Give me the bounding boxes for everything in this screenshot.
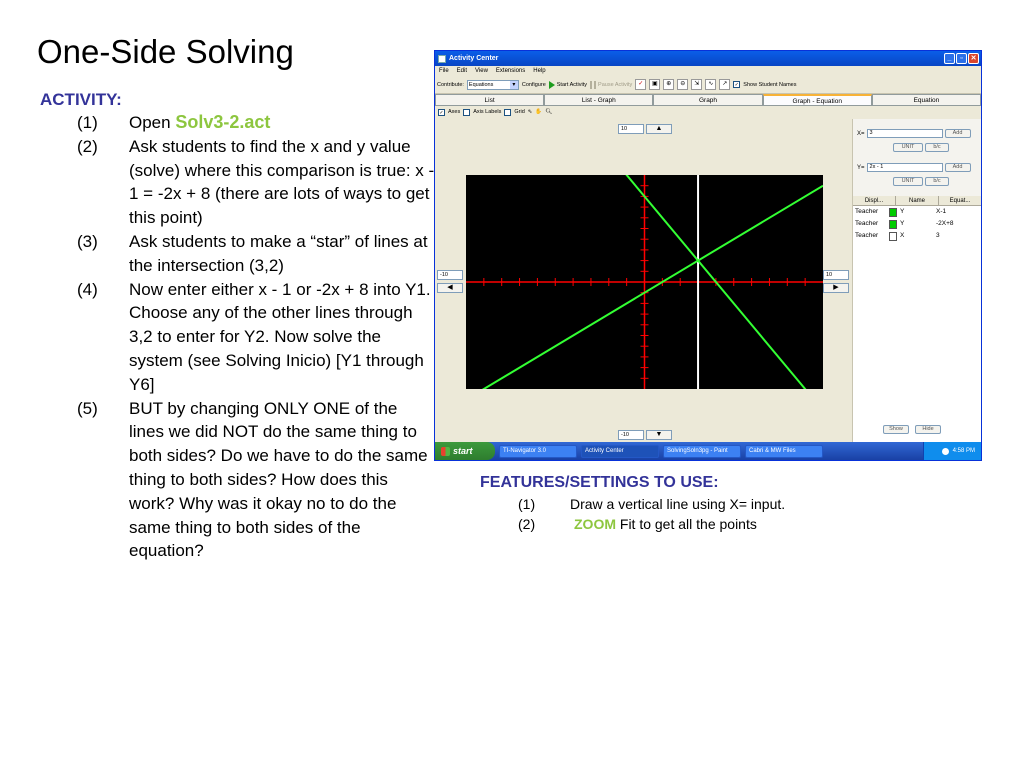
windows-flag-icon [441,447,450,456]
minimize-button[interactable]: _ [944,53,955,64]
activity-center-window [434,50,982,461]
pan-left-button[interactable]: ◀ [437,283,463,293]
table-row[interactable] [853,206,982,218]
start-label: start [453,446,473,456]
add-x-button[interactable]: Add [945,129,971,138]
tab-equation[interactable]: Equation [872,94,981,105]
taskbar-item[interactable]: Activity Center [581,445,659,458]
menu-help[interactable]: Help [533,68,546,74]
feature-text: Draw a vertical line using X= input. [570,496,786,512]
taskbar-item[interactable]: SolvingSoln3pg - Paint [663,445,741,458]
axes-checkbox[interactable]: ✓ [439,109,444,116]
contribute-select[interactable]: Equations ▾ [467,80,519,90]
activity-heading: ACTIVITY: [40,90,122,109]
row-display: Teacher [855,220,879,227]
configure-button[interactable]: Configure [521,81,546,88]
activity-steps [77,111,437,563]
window-title: Activity Center [449,55,499,62]
tab-graph-equation[interactable]: Graph - Equation [763,94,872,105]
show-button[interactable]: Show [883,425,909,434]
pan-right-button[interactable]: ▶ [823,283,849,293]
maximize-button[interactable]: ▫ [956,53,967,64]
graph-canvas [466,175,823,389]
x-label: X= [857,130,865,137]
features-heading: FEATURES/SETTINGS TO USE: [480,474,719,491]
pause-activity-button[interactable] [590,81,632,89]
app-icon [438,55,446,63]
step-text: Now enter either x - 1 or -2x + 8 into Y1. Choose any of the other lines through 3,2 to enter for Y2. Now solve the system (see Solving Inicio) [Y1 through Y6] [129,279,431,394]
table-header [853,196,982,206]
pause-activity-label: Pause Activity [598,81,633,88]
unit-button[interactable]: UNIT [893,177,923,186]
graph-plot[interactable] [466,175,823,389]
xmax-input[interactable]: 10 [823,270,849,280]
xmin-input[interactable]: -10 [437,270,463,280]
taskbar-item[interactable]: TI-Navigator 3.0 [499,445,577,458]
step-text: Ask students to find the x and y value (solve) where this comparison is true: x - 1 = -2x + 8 (there are lots of ways to get this point) [129,136,435,228]
x-format-row [893,143,949,152]
trace-icon[interactable]: ↗ [719,79,730,90]
show-names-checkbox[interactable]: ✓ [734,82,739,88]
hand-icon[interactable]: ✋ [535,109,543,115]
column-equation[interactable]: Equat... [939,196,982,205]
x-input[interactable]: 3 [867,129,943,138]
axes-label: Axes [448,109,461,115]
toolbar [435,76,981,94]
hide-button[interactable]: Hide [915,425,941,434]
step-number: (3) [77,231,98,251]
row-color-swatch[interactable] [889,208,897,217]
step-number: (5) [77,398,98,418]
step-2 [77,135,437,230]
feature-1 [518,494,858,514]
tray-icon[interactable] [942,448,949,455]
taskbar [435,442,981,460]
tab-list-graph[interactable]: List - Graph [544,94,653,105]
fraction-button[interactable]: b/c [925,177,949,186]
show-hide-row [883,425,941,434]
menu-file[interactable]: File [439,68,449,74]
step-number: (1) [77,113,98,132]
equation-panel [852,119,982,442]
step-text: Ask students to make a “star” of lines at the intersection (3,2) [129,231,428,275]
axis-labels-label: Axis Labels [473,109,502,115]
zoom-fit-icon[interactable]: ⇲ [691,79,702,90]
show-names-label: Show Student Names [743,81,797,88]
clock: 4:58 PM [952,448,975,454]
row-color-swatch[interactable] [889,220,897,229]
table-row[interactable] [853,218,982,230]
step-number: (4) [77,279,98,299]
ymax-input[interactable]: 10 [618,124,644,134]
grid-checkbox[interactable] [504,109,511,116]
step-text-lead: Open [129,113,176,132]
axis-labels-checkbox[interactable] [463,109,470,116]
row-color-swatch[interactable] [889,232,897,241]
zoom-keyword: ZOOM [574,516,616,532]
feature-text [570,514,858,534]
row-display: Teacher [855,232,879,239]
system-tray [923,442,981,460]
view-tabs [435,94,981,106]
x-entry-row [857,129,971,138]
ymin-input[interactable]: -10 [618,430,644,440]
feature-number: (1) [518,496,536,512]
grid-label: Grid [514,109,525,115]
menu-bar [435,66,981,76]
step-4 [77,278,437,397]
close-button[interactable]: ✕ [968,53,979,64]
start-activity-button[interactable] [549,81,587,89]
window-controls [944,53,981,64]
feature-2 [518,514,858,534]
row-name: Y [900,208,905,215]
taskbar-item[interactable]: Cabri & MW Files [745,445,823,458]
tab-graph[interactable]: Graph [653,94,762,105]
tab-list[interactable]: List [435,94,544,105]
step-3 [77,230,437,278]
check-icon[interactable]: ✓ [635,79,646,90]
row-equation: 3 [936,232,940,239]
row-display: Teacher [855,208,879,215]
row-name: Y [900,220,905,227]
pan-down-button[interactable]: ▼ [646,430,672,440]
step-text [129,111,437,135]
table-row[interactable] [853,230,982,242]
step-1 [77,111,437,135]
menu-extensions[interactable]: Extensions [495,68,526,74]
graph-icon[interactable]: ∿ [705,79,716,90]
y-entry-row [857,163,971,172]
start-button[interactable] [435,442,495,460]
y-format-row [893,177,949,186]
row-name: X [900,232,905,239]
y-input[interactable]: 2x - 1 [867,163,943,172]
step-5 [77,397,437,564]
row-equation: -2X+8 [936,220,954,227]
column-display[interactable]: Displ... [853,196,896,205]
box-icon[interactable]: ▣ [649,79,660,90]
y-label: Y= [857,164,865,171]
zoom-out-icon[interactable]: ⊖ [677,79,688,90]
slide-title: One-Side Solving [37,33,294,70]
equation-table [853,196,982,442]
fraction-button[interactable]: b/c [925,143,949,152]
pause-icon [590,81,596,89]
graph-area [437,119,851,442]
step-number: (2) [77,136,98,156]
table-body [853,206,982,442]
menu-edit[interactable]: Edit [456,68,468,74]
add-y-button[interactable]: Add [945,163,971,172]
row-equation: X-1 [936,208,947,215]
activity-file-name: Solv3-2.act [175,112,271,132]
feature-text-tail: Fit to get all the points [616,516,757,532]
menu-view[interactable]: View [475,68,488,74]
unit-button[interactable]: UNIT [893,143,923,152]
pointer-icon[interactable]: ⇖ [527,109,533,115]
step-text: BUT by changing ONLY ONE of the lines we did NOT do the same thing to both sides? Do we have to do the same thing to both sides? How does this work? Why was it okay no to do the same thing to both sides of the equation? [129,398,428,561]
zoom-in-icon[interactable]: ⊕ [663,79,674,90]
start-activity-label: Start Activity [556,81,588,88]
feature-number: (2) [518,516,536,532]
features-list [518,494,858,534]
play-icon [549,81,555,89]
graph-options [435,106,981,118]
window-titlebar[interactable] [435,51,981,66]
magnify-icon[interactable]: 🔍︎ [545,109,553,115]
column-name[interactable]: Name [896,196,939,205]
pan-up-button[interactable]: ▲ [646,124,672,134]
contribute-label: Contribute: [437,81,464,88]
